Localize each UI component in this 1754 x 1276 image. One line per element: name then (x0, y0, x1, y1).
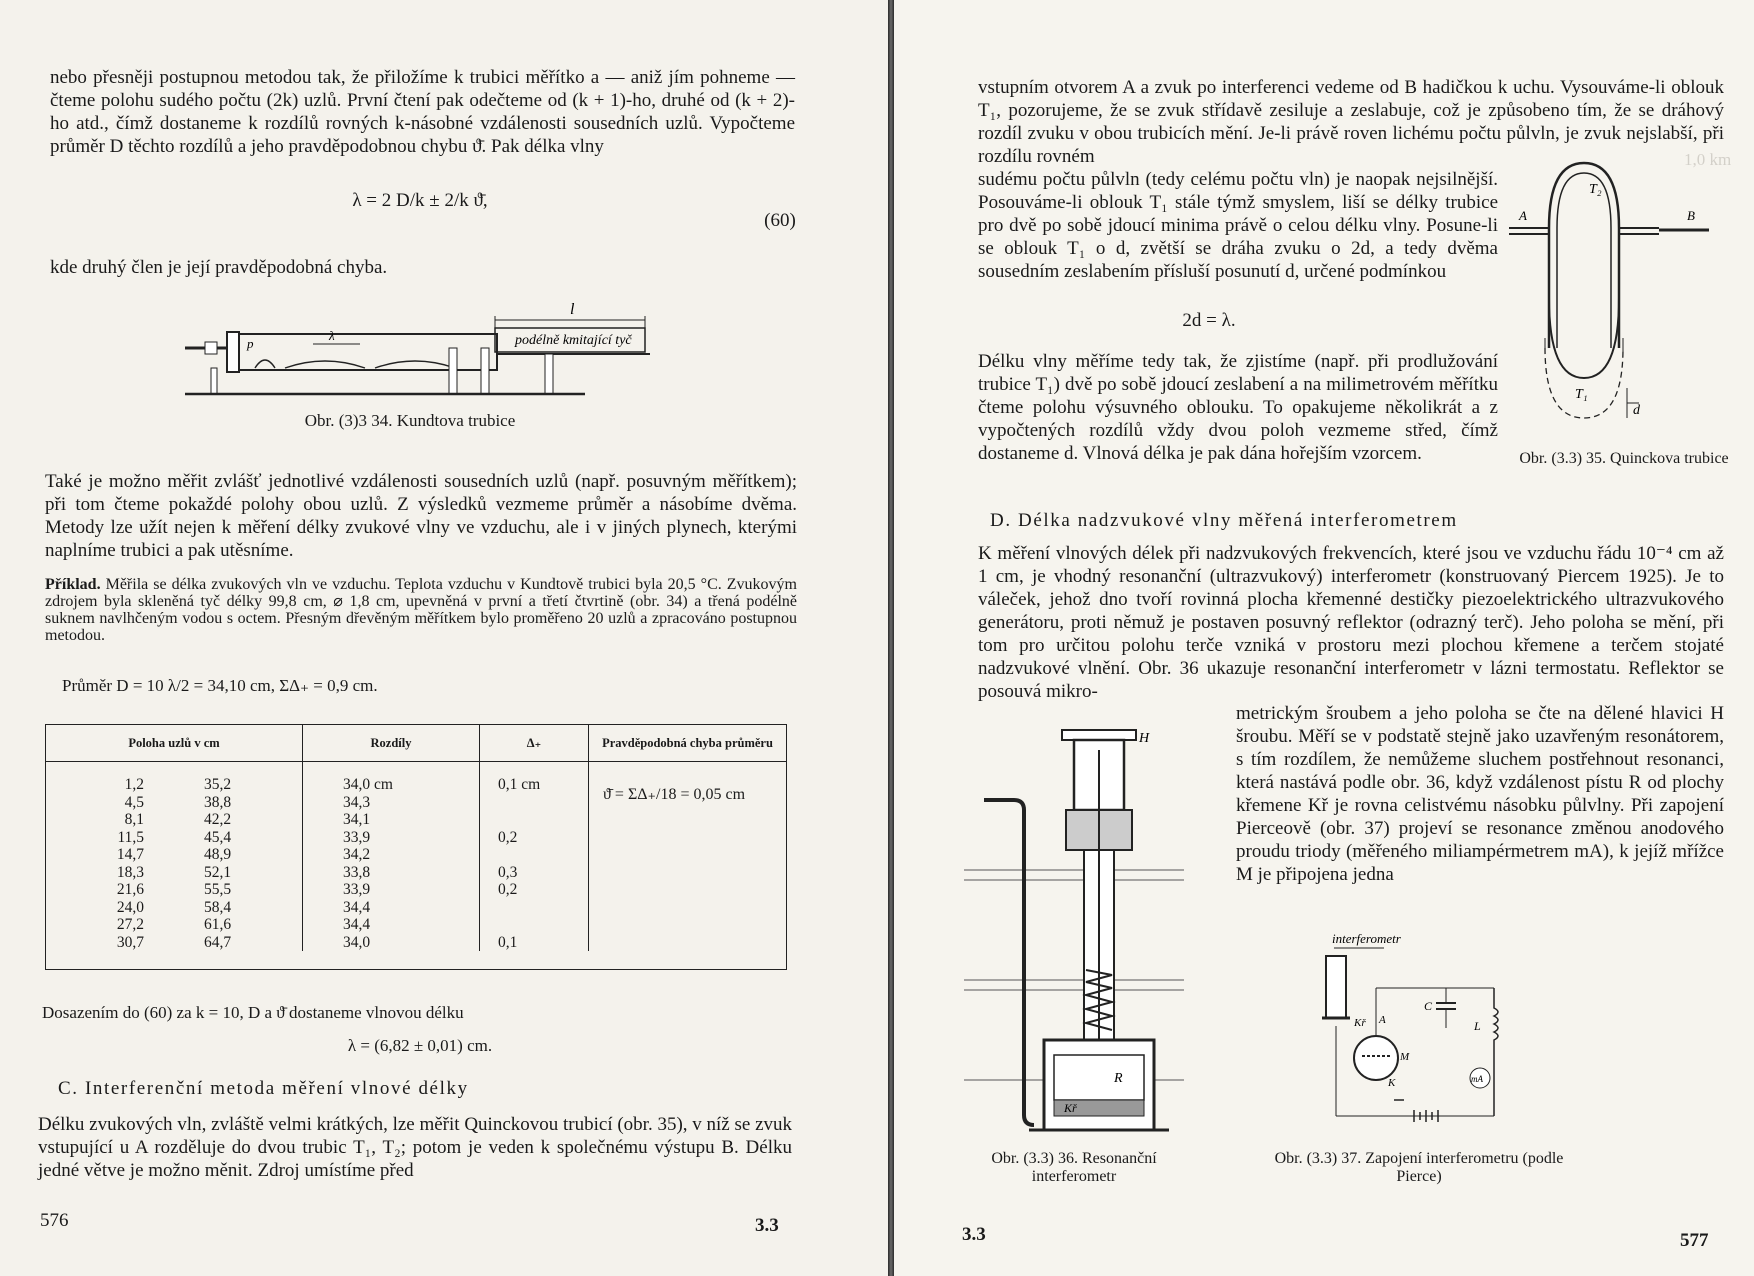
left-paragraph-3: Také je možno měřit zvlášť jednotlivé vzdálenosti sousedních uzlů (např. posuvným měřítkem); při tom čteme pokaždé polohy obou uzlů. Z výsledků vezmeme průměr a násobíme dvěma. Metody lze užít nejen k měření délky zvukové vlny ve vzduchu, ale i v jiných plynech, kterými naplníme trubici a pak utěsníme. (45, 471, 797, 561)
fig35-label-a: A (1519, 208, 1527, 223)
equation-60: λ = 2 D/k ± 2/k ϑ̄, (352, 190, 488, 211)
table-header-delta: Δ₊ (480, 725, 589, 762)
right-paragraph-1: vstupním otvorem A a zvuk po interferenci vedeme od B hadičkou k uchu. Vysouváme-li oblouk T₁, pozorujeme, že se zvuk střídavě zesiluje a zeslabuje, což je způsobeno tím, že se dráhový rozdíl zvuku v obou trubicích mění. Je-li právě roven lichému počtu půlvln, je zvuk nejslabší, při rozdílu rovném (978, 77, 1724, 167)
left-section-number: 3.3 (755, 1215, 779, 1236)
right-section-number: 3.3 (962, 1224, 986, 1245)
fig35-label-t1: T₁ (1575, 387, 1588, 402)
fig36-label-r: R (1114, 1071, 1123, 1086)
figure-35-quincke-tube (1509, 148, 1732, 448)
figure-37-caption: Obr. (3.3) 37. Zapojení interferometru (podle Pierce) (1274, 1150, 1564, 1185)
figure-36-resonant-interferometer (964, 720, 1184, 1140)
table-col-delta: 0,1 cm 0,2 0,3 0,2 0,1 (480, 762, 589, 952)
fig37-label-k: K (1388, 1077, 1396, 1089)
left-paragraph-1: nebo přesněji postupnou metodou tak, že přiložíme k trubici měřítko a — aniž jím pohneme — čteme polohu sudého počtu (2k) uzlů. První čtení pak odečteme od (k + 1)-ho, druhé od (k + 2)-ho atd., čímž dostaneme k rozdílů rovných k-násobné vzdálenosti sousedních uzlů. Vypočteme průměr D těchto rozdílů a jeho pravděpodobnou chybu ϑ̄. Pak délka vlny (50, 67, 795, 157)
equation-number: (60) (764, 210, 796, 231)
table-col-differences: 34,0 cm 34,3 34,1 33,9 34,2 33,8 33,9 34,4 34,4 34,0 (303, 762, 480, 952)
fig35-label-d: d (1633, 403, 1640, 418)
right-paragraph-2: sudému počtu půlvln (tedy celému počtu vln) je naopak nejsilnější. Posouváme-li oblouk T₁ stále týmž smyslem, liší se délky trubice pro dvě po sobě jdoucí minima právě o celou délku vlny. Posune-li se oblouk T₁ o d, zvětší se dráha zvuku o 2d, a tedy dvěma sousedním zeslabením přísluší posunutí d, určené podmínkou (978, 169, 1498, 282)
fig34-label-p: p (247, 336, 254, 351)
fig37-label-l: L (1474, 1019, 1481, 1033)
left-page-number: 576 (40, 1210, 69, 1231)
measurement-table (45, 724, 787, 970)
fig37-label-c: C (1424, 999, 1433, 1013)
example-label: Příklad. (45, 576, 101, 593)
table-col-positions-1: 1,2 4,5 8,1 11,5 14,7 18,3 21,6 24,0 27,2 30,7 (116, 776, 144, 951)
figure-34-caption: Obr. (3)3 34. Kundtova trubice (304, 411, 516, 430)
figure-36-caption: Obr. (3.3) 36. Resonanční interferometr (991, 1150, 1157, 1185)
fig37-label-kr: Kř (1354, 1017, 1366, 1029)
table-error-formula: ϑ̄ = ΣΔ₊/18 = 0,05 cm (589, 762, 787, 952)
fig35-label-t2: T₂ (1589, 182, 1602, 197)
fig37-label-ma: mA (1471, 1074, 1483, 1084)
right-paragraph-3: Délku vlny měříme tedy tak, že zjistíme (např. při prodlužování trubice T₁) dvě po sobě jdoucí zeslabení a na milimetrovém měřítku čteme polohu výsuvného oblouku. To opakujeme několikrát a z vypočtených rozdílů vždy dvou poloh vezmeme střed, čímž dostaneme d. Vlnová délka je pak dána hořejším vzorcem. (978, 351, 1498, 464)
fig36-label-kr: Kř (1064, 1101, 1077, 1115)
fig34-rod-label: podélně kmitající tyč (515, 333, 632, 348)
left-paragraph-2: kde druhý člen je její pravděpodobná chyba. (50, 257, 388, 278)
right-page (894, 0, 1754, 1276)
table-header-differences: Rozdíly (303, 725, 480, 762)
heading-d: D. Délka nadzvukové vlny měřená interferometrem (990, 510, 1458, 531)
fig34-label-l: l (570, 301, 575, 318)
table-col-positions-2: 35,2 38,8 42,2 45,4 48,9 52,1 55,5 58,4 61,6 64,7 (204, 776, 232, 951)
figure-37-pierce-circuit (1284, 928, 1514, 1138)
substitution-line: Dosazením do (60) za k = 10, D a ϑ̄ dostaneme vlnovou délku (42, 1003, 464, 1022)
fig37-label-m: M (1400, 1051, 1410, 1063)
fig36-label-h: H (1139, 731, 1150, 746)
mean-line: Průměr D = 10 λ/2 = 34,10 cm, ΣΔ₊ = 0,9 cm. (62, 676, 378, 695)
right-paragraph-5: metrickým šroubem a jeho poloha se čte na dělené hlavici H šroubu. Měří se v podstatě stejně jako uzavřeným resonátorem, s tím rozdílem, že nemůžeme sluchem postřehnout resonanci, která nastává podle obr. 36, když vzdálenost pístu R od plochy křemene Kř je rovna celistvému násobku půlvlny. Při zapojení Pierceově (obr. 37) projeví se resonance změnou anodového proudu triody (měřeného miliampérmetrem mA), k jejíž mřížce M je připojena jedna (1236, 703, 1724, 885)
bleed-through-text: 1,0 km (1684, 150, 1732, 169)
heading-c: C. Interferenční metoda měření vlnové délky (58, 1078, 469, 1099)
fig35-label-b: B (1687, 208, 1695, 223)
example-text: Měřila se délka zvukových vln ve vzduchu. Teplota vzduchu v Kundtově trubici byla 20,5 °C. Zvukovým zdrojem byla skleněná tyč délky 99,8 cm, ⌀ 1,8 cm, upevněná v první a třetí čtvrtině (obr. 34) a třená podélně suknem navlhčeným vodou s octem. Přesným dřevěným měřítkem bylo proměřeno 20 uzlů a zpracováno postupnou metodou. (45, 576, 797, 644)
fig37-title: interferometr (1332, 931, 1401, 946)
figure-34-kundt-tube (185, 298, 650, 398)
right-page-number: 577 (1680, 1230, 1709, 1251)
table-header-probable-error: Pravděpodobná chyba průměru (589, 725, 787, 762)
right-equation: 2d = λ. (1182, 310, 1236, 331)
fig37-label-a: A (1379, 1014, 1386, 1026)
fig34-label-lambda: λ (329, 328, 335, 343)
example-block (45, 576, 797, 644)
result-equation: λ = (6,82 ± 0,01) cm. (347, 1036, 493, 1055)
figure-35-caption: Obr. (3.3) 35. Quinckova trubice (1519, 450, 1729, 467)
left-paragraph-4: Délku zvukových vln, zvláště velmi krátkých, lze měřit Quinckovou trubicí (obr. 35), v níž se zvuk vstupující u A rozděluje do dvou trubic T₁, T₂; potom je veden k společnému výstupu B. Délku jedné větve je možno měnit. Zdroj umístíme před (38, 1114, 792, 1181)
table-header-positions: Poloha uzlů v cm (46, 725, 303, 762)
right-paragraph-4: K měření vlnových délek při nadzvukových frekvencích, které jsou ve vzduchu řádu 10⁻⁴ cm až 1 cm, je vhodný resonanční (ultrazvukový) interferometr (konstruovaný Piercem 1925). Je to váleček, jehož dno tvoří rovinná plocha křemenné destičky piezoelektrického ultrazvukového generátoru, proti němuž je postaven posuvný reflektor (odrazný terč). Jeho poloha se mění, při tom pro určitou polohu terče vzniká v prostoru mezi plochou křemene a terčem stojaté nadzvukové vlnění. Obr. 36 ukazuje resonanční interferometr v lázni termostatu. Reflektor se posouvá mikro- (978, 543, 1724, 702)
